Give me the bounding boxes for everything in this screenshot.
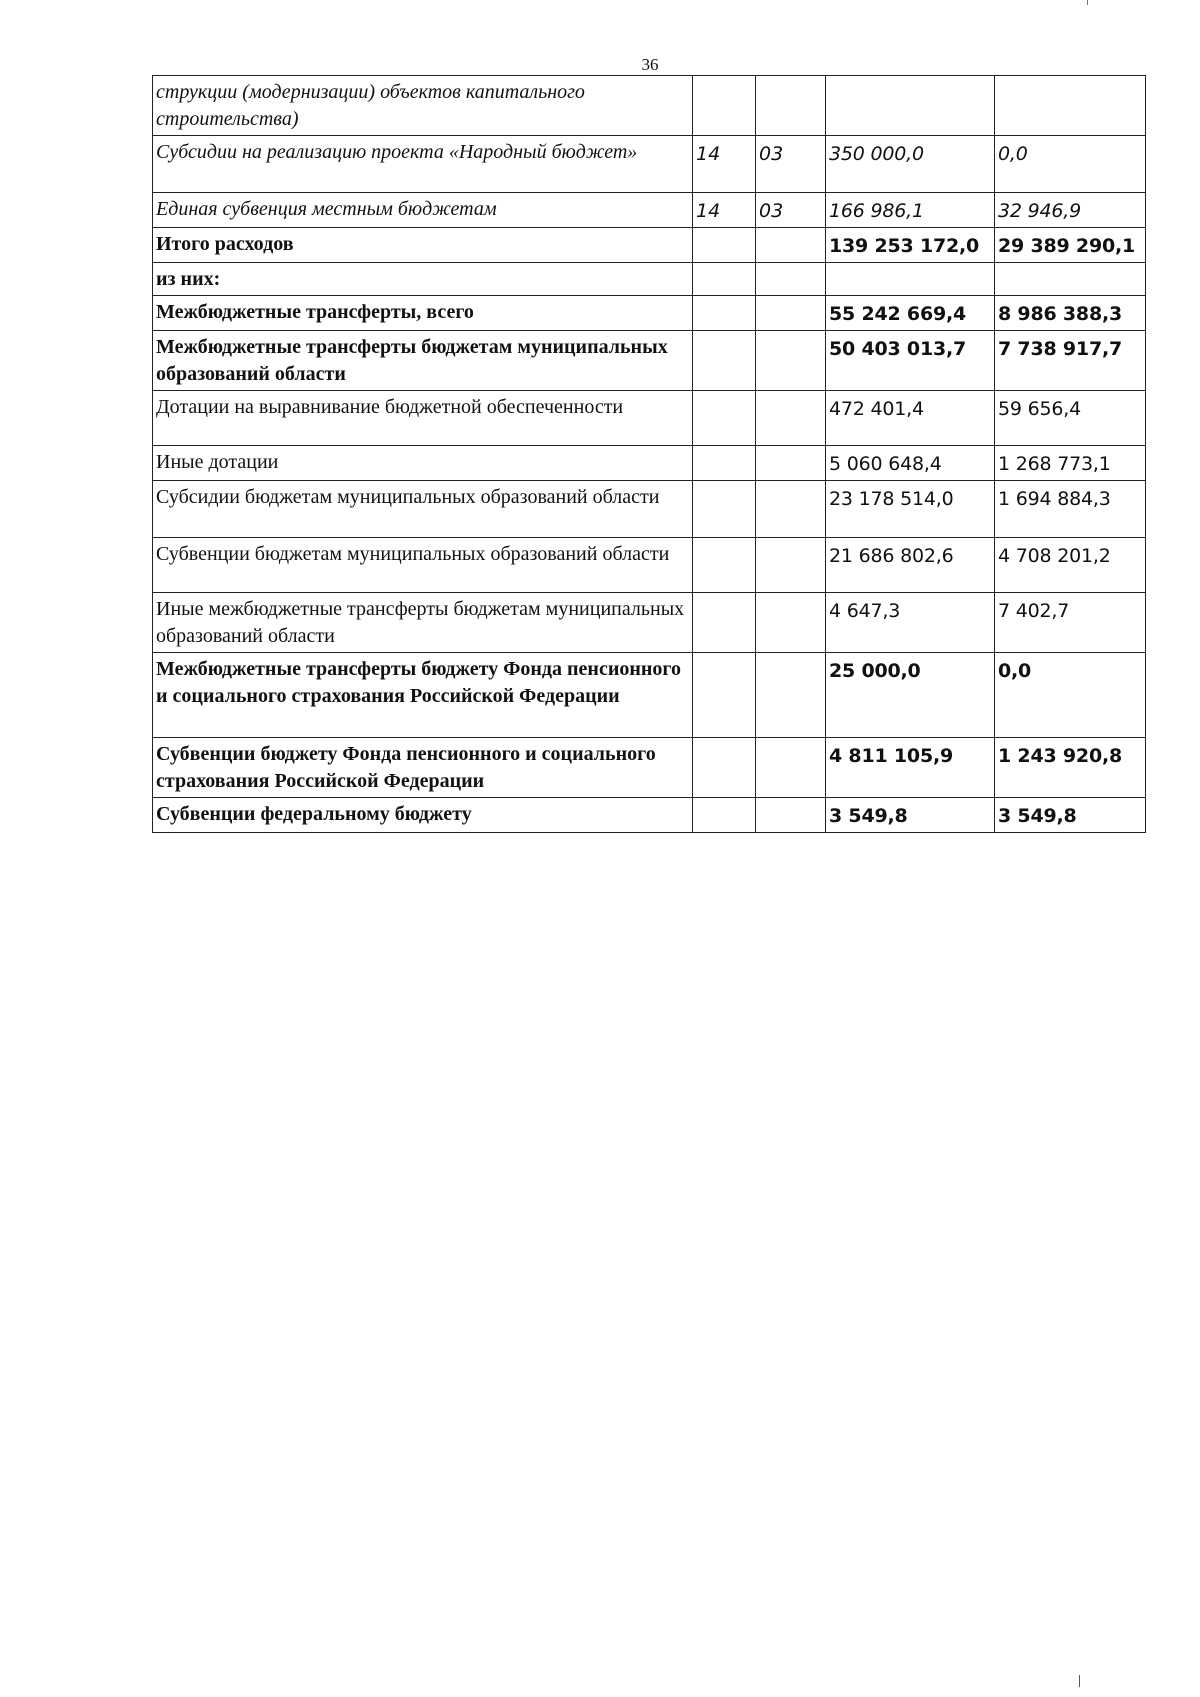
row-name-cell: Субсидии бюджетам муниципальных образований области	[153, 481, 693, 538]
section-code-cell	[693, 391, 756, 446]
table-row	[153, 391, 1146, 446]
subsection-code-cell	[756, 798, 826, 833]
executed-amount-cell: 0,0	[995, 653, 1146, 738]
table-row	[153, 228, 1146, 263]
section-code-cell	[693, 263, 756, 296]
subsection-code-cell	[756, 593, 826, 653]
plan-amount-cell: 25 000,0	[826, 653, 995, 738]
subsection-code-cell	[756, 481, 826, 538]
plan-amount-cell: 4 811 105,9	[826, 738, 995, 798]
plan-amount-cell: 4 647,3	[826, 593, 995, 653]
budget-table	[152, 75, 1146, 833]
table-row	[153, 296, 1146, 331]
executed-amount-cell: 32 946,9	[995, 193, 1146, 228]
executed-amount-cell: 4 708 201,2	[995, 538, 1146, 593]
section-code-cell	[693, 738, 756, 798]
table-row	[153, 136, 1146, 193]
section-code-cell	[693, 593, 756, 653]
subsection-code-cell	[756, 263, 826, 296]
executed-amount-cell: 29 389 290,1	[995, 228, 1146, 263]
table-row	[153, 76, 1146, 136]
executed-amount-cell	[995, 263, 1146, 296]
subsection-code-cell	[756, 738, 826, 798]
table-row	[153, 446, 1146, 481]
section-code-cell	[693, 331, 756, 391]
plan-amount-cell: 50 403 013,7	[826, 331, 995, 391]
section-code-cell	[693, 538, 756, 593]
executed-amount-cell: 3 549,8	[995, 798, 1146, 833]
subsection-code-cell	[756, 391, 826, 446]
plan-amount-cell: 3 549,8	[826, 798, 995, 833]
plan-amount-cell: 350 000,0	[826, 136, 995, 193]
subsection-code-cell	[756, 296, 826, 331]
subsection-code-cell: 03	[756, 193, 826, 228]
subsection-code-cell: 03	[756, 136, 826, 193]
section-code-cell	[693, 76, 756, 136]
row-name-cell: струкции (модернизации) объектов капитального строительства)	[153, 76, 693, 136]
plan-amount-cell: 23 178 514,0	[826, 481, 995, 538]
section-code-cell: 14	[693, 136, 756, 193]
plan-amount-cell: 166 986,1	[826, 193, 995, 228]
plan-amount-cell: 472 401,4	[826, 391, 995, 446]
row-name-cell: Дотации на выравнивание бюджетной обеспеченности	[153, 391, 693, 446]
section-code-cell	[693, 798, 756, 833]
section-code-cell: 14	[693, 193, 756, 228]
plan-amount-cell: 139 253 172,0	[826, 228, 995, 263]
section-code-cell	[693, 481, 756, 538]
subsection-code-cell	[756, 653, 826, 738]
row-name-cell: Субсидии на реализацию проекта «Народный бюджет»	[153, 136, 693, 193]
table-row	[153, 593, 1146, 653]
scan-edge-mark	[1087, 0, 1088, 5]
section-code-cell	[693, 228, 756, 263]
table-row	[153, 538, 1146, 593]
row-name-cell: Субвенции бюджетам муниципальных образований области	[153, 538, 693, 593]
row-name-cell: Межбюджетные трансферты, всего	[153, 296, 693, 331]
row-name-cell: Межбюджетные трансферты бюджетам муниципальных образований области	[153, 331, 693, 391]
row-name-cell: Иные дотации	[153, 446, 693, 481]
row-name-cell: Межбюджетные трансферты бюджету Фонда пенсионного и социального страхования Российской Федерации	[153, 653, 693, 738]
plan-amount-cell: 55 242 669,4	[826, 296, 995, 331]
subsection-code-cell	[756, 76, 826, 136]
executed-amount-cell	[995, 76, 1146, 136]
subsection-code-cell	[756, 228, 826, 263]
subsection-code-cell	[756, 538, 826, 593]
scan-edge-mark	[1079, 1675, 1080, 1687]
table-row	[153, 263, 1146, 296]
row-name-cell: из них:	[153, 263, 693, 296]
page-number: 36	[641, 55, 659, 74]
executed-amount-cell: 8 986 388,3	[995, 296, 1146, 331]
plan-amount-cell: 5 060 648,4	[826, 446, 995, 481]
executed-amount-cell: 0,0	[995, 136, 1146, 193]
section-code-cell	[693, 653, 756, 738]
row-name-cell: Итого расходов	[153, 228, 693, 263]
row-name-cell: Субвенции федеральному бюджету	[153, 798, 693, 833]
subsection-code-cell	[756, 446, 826, 481]
row-name-cell: Иные межбюджетные трансферты бюджетам муниципальных образований области	[153, 593, 693, 653]
section-code-cell	[693, 296, 756, 331]
executed-amount-cell: 59 656,4	[995, 391, 1146, 446]
plan-amount-cell	[826, 263, 995, 296]
executed-amount-cell: 7 738 917,7	[995, 331, 1146, 391]
executed-amount-cell: 1 243 920,8	[995, 738, 1146, 798]
table-row	[153, 331, 1146, 391]
table-row	[153, 798, 1146, 833]
executed-amount-cell: 1 694 884,3	[995, 481, 1146, 538]
row-name-cell: Субвенции бюджету Фонда пенсионного и социального страхования Российской Федерации	[153, 738, 693, 798]
plan-amount-cell: 21 686 802,6	[826, 538, 995, 593]
plan-amount-cell	[826, 76, 995, 136]
executed-amount-cell: 1 268 773,1	[995, 446, 1146, 481]
table-row	[153, 481, 1146, 538]
table-row	[153, 193, 1146, 228]
subsection-code-cell	[756, 331, 826, 391]
table-row	[153, 738, 1146, 798]
row-name-cell: Единая субвенция местным бюджетам	[153, 193, 693, 228]
budget-table-body	[153, 76, 1146, 833]
executed-amount-cell: 7 402,7	[995, 593, 1146, 653]
table-row	[153, 653, 1146, 738]
section-code-cell	[693, 446, 756, 481]
